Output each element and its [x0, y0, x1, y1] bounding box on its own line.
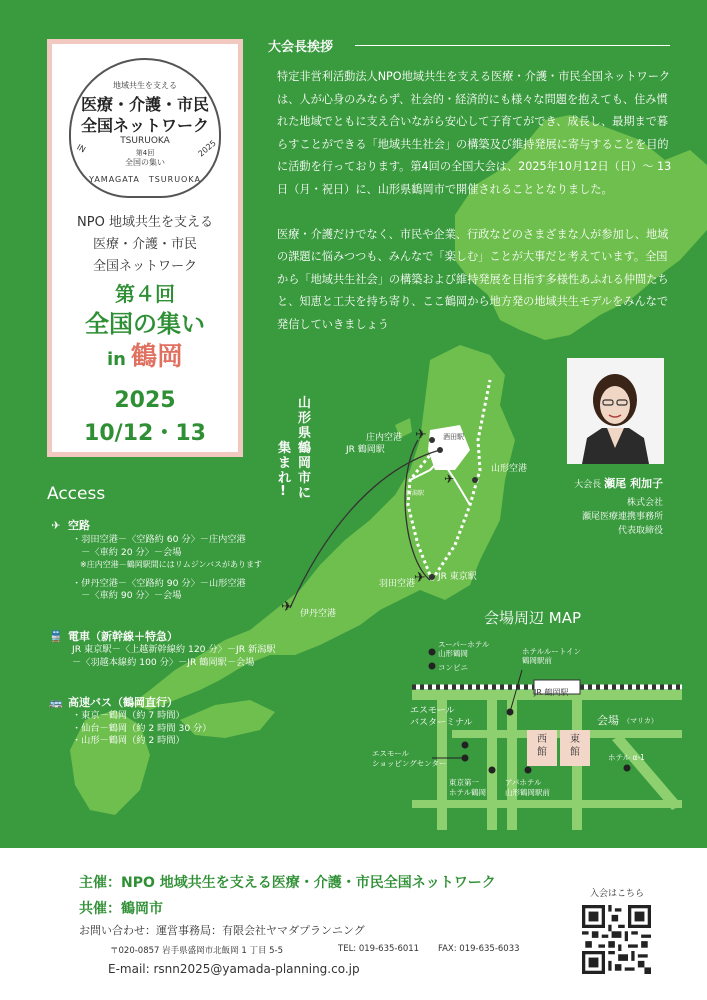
map-shonai-label: 庄内空港: [366, 433, 403, 443]
city-label: 鶴岡: [131, 342, 184, 372]
footer-address: 〒020-0857 岩手県盛岡市北飯岡 1 丁目 5-5: [110, 946, 284, 956]
chair-affiliation: [540, 496, 663, 538]
map-sakata-label: 酒田駅: [443, 433, 464, 441]
venue-west-hall: 西 館: [537, 734, 547, 758]
access-bus-line: ・東京－鶴岡（約 7 時間）: [72, 710, 185, 721]
event-dates: 10/12・13: [84, 421, 206, 446]
slogan-char: 形: [298, 411, 312, 426]
org-line1: NPO 地域共生を支える: [77, 215, 213, 230]
chair-role: 代表取締役: [617, 526, 663, 536]
greeting-divider: [355, 45, 670, 46]
slogan-char: 県: [298, 426, 312, 441]
access-bus-lines: [72, 710, 211, 748]
map-itami-label: 伊丹空港: [300, 609, 337, 619]
vertical-slogan: [276, 392, 322, 502]
access-air-line: ・羽田空港－〈空路約 60 分〉－庄内空港: [72, 534, 246, 545]
slogan-char: ま: [278, 456, 292, 471]
haneda-plane-icon: ✈: [414, 570, 426, 586]
event-year: 2025: [114, 388, 176, 413]
logo-edition: 第4回: [135, 149, 155, 157]
access-air-heading: [47, 517, 90, 533]
org-line3: 全国ネットワーク: [92, 259, 197, 274]
shonai-plane-icon: ✈: [415, 427, 427, 443]
access-air-line: ・伊丹空港－〈空路約 90 分〉－山形空港: [72, 577, 246, 589]
logo-subtitle: 地域共生を支える: [113, 81, 177, 90]
footer-cohost: 共催：鶴岡市: [79, 901, 163, 917]
access-bus-label: 高速バス（鶴岡直行）: [68, 696, 178, 709]
yamagata-airport-marker: [472, 477, 478, 483]
map-haneda-label: 羽田空港: [379, 579, 416, 589]
access-air-note: ※庄内空港－鶴岡駅間にはリムジンバスがあります: [72, 560, 262, 570]
slogan-char: !: [280, 484, 286, 499]
footer-email[interactable]: E-mail: rsnn2025@yamada-planning.co.jp: [108, 962, 360, 976]
in-label: in: [106, 349, 126, 370]
map-jr-tsuruoka-label: JR 鶴岡駅: [346, 445, 385, 455]
slogan-char: 鶴: [298, 441, 312, 456]
greeting-body: [277, 66, 675, 359]
access-train-line: －〈羽越本線約 100 分〉－JR 鶴岡駅－会場: [72, 656, 255, 668]
slogan-char: 岡: [298, 456, 312, 471]
venue-station-label: JR 鶴岡駅: [534, 688, 569, 697]
jr-tokyo-marker: [429, 574, 435, 580]
footer-fax: FAX: 019-635-6033: [438, 944, 520, 954]
access-bus-heading: [47, 694, 178, 710]
access-train-lines: [72, 644, 276, 669]
venue-esmall-sc: エスモール ショッピングセンター: [372, 749, 447, 768]
venue-esmall-bt: エスモール バスターミナル: [410, 706, 473, 728]
access-bus-line: ・山形－鶴岡（約 2 時間）: [72, 735, 185, 747]
slogan-char: に: [298, 486, 312, 501]
map-jr-tokyo-label: JR 東京駅: [438, 572, 477, 582]
logo-meeting: 全国の集い: [125, 158, 165, 167]
access-bus-line: ・仙台－鶴岡（約 2 時間 30 分）: [72, 722, 212, 734]
map-niigata-label: 新潟駅: [406, 490, 425, 497]
footer-inquiry: お問い合わせ：運営事務局：有限会社ヤマダプランニング: [79, 924, 365, 937]
logo-tsuruoka: TSURUOKA: [120, 136, 170, 146]
logo-year: 2025: [196, 138, 218, 159]
edition-title: 第４回: [115, 282, 175, 306]
org-line2: 医療・介護・市民: [92, 237, 197, 252]
access-heading: Access: [47, 484, 106, 504]
join-label: 入会はこちら: [589, 889, 644, 899]
footer-organizer: 主催：NPO 地域共生を支える医療・介護・市民全国ネットワーク: [79, 875, 496, 891]
slogan-char: 集: [278, 441, 292, 456]
map-yamagata-airport-label: 山形空港: [491, 464, 528, 474]
footer-tel: TEL: 019-635-6011: [338, 944, 420, 954]
venue-hotel-a1: ホテル α-1: [608, 753, 645, 762]
shonai-marker: [429, 437, 435, 443]
chair-title: 大会長: [574, 480, 602, 490]
venue-tokyo-daiichi: 東京第一 ホテル鶴岡: [449, 778, 487, 797]
chair-name: 瀬尾 利加子: [604, 477, 663, 490]
access-air-line: －〈車約 20 分〉－会場: [72, 546, 182, 558]
venue-apa: アパホテル 山形鶴岡駅前: [505, 778, 550, 797]
greeting-heading: 大会長挨拶: [268, 40, 334, 55]
train-icon: 🚆: [49, 630, 63, 643]
chair-office: 瀬尾医療連携事務所: [581, 512, 663, 522]
slogan-char: れ: [278, 471, 292, 486]
greeting-paragraph-2: 医療・介護だけでなく、市民や企業、行政などのさまざまな人が参加し、地域の課題に悩みつつも、みんなで「楽しむ」ことが大事だと考えています。全国から「地域共生社会」の構築および維持発展を目指す多様性あふれる仲間たちと、知恵と工夫を持ち寄り、ここ鶴岡から地方発の地域共生モデルをみんなで発信していきましょう: [277, 227, 669, 331]
venue-label: 会場: [597, 714, 619, 727]
access-train-line: JR 東京駅－〈上越新幹線約 120 分〉－JR 新潟駅: [72, 644, 276, 655]
logo-location: YAMAGATA TSURUOKA: [89, 175, 201, 184]
organization-name: [52, 212, 238, 278]
chair-name-line: [540, 475, 663, 491]
meeting-title: 全国の集い: [85, 310, 205, 338]
venue-routein: ホテルルートイン 鶴岡駅前: [522, 647, 582, 665]
venue-konbini: コンビニ: [438, 663, 468, 672]
location-title: [52, 336, 238, 373]
greeting-paragraph-1: 特定非営利活動法人NPO地域共生を支える医療・介護・市民全国ネットワークは、人が心身のみならず、社会的・経済的にも様々な問題を抱えても、住み慣れた地域でともに支え合いながら安心して子育てができ、成長し、最期まで暮らすことができる「地域共生社会」の構築及び維持発展に寄与することを目的に活動を行っております。第4回の全国大会は、2025年10月12日（日）～ 13 日（月・祝日）に、山形県鶴岡市で開催されることとなりました。: [277, 70, 672, 196]
bus-icon: 🚌: [49, 696, 63, 709]
access-train-label: 電車（新幹線＋特急）: [68, 630, 178, 643]
join-qr-code[interactable]: [582, 905, 651, 974]
yamagata-plane-icon: ✈: [444, 472, 455, 486]
chair-photo: [567, 358, 664, 464]
chair-company: 株式会社: [626, 498, 663, 508]
access-air-line: －〈車約 90 分〉－会場: [72, 590, 182, 602]
venue-map-heading: 会場周辺 MAP: [484, 609, 582, 627]
itami-plane-icon: ✈: [281, 599, 293, 615]
event-card: [47, 39, 243, 457]
jr-tsuruoka-marker: [437, 447, 443, 453]
logo-title-line1: 医療・介護・市民: [80, 95, 209, 114]
access-air-lines: [72, 534, 262, 603]
slogan-char: 山: [298, 396, 312, 411]
airplane-icon: ✈: [51, 519, 61, 532]
venue-super-hotel: スーパーホテル 山形鶴岡: [438, 640, 490, 658]
access-air-label: 空路: [68, 519, 90, 532]
venue-east-hall: 東 館: [570, 734, 580, 758]
event-logo: [69, 58, 221, 198]
logo-in: IN: [75, 142, 88, 155]
logo-title-line2: 全国ネットワーク: [80, 116, 209, 135]
access-train-heading: [47, 628, 178, 644]
venue-sub-label: （マリカ）: [623, 717, 658, 725]
slogan-char: 市: [298, 471, 312, 486]
